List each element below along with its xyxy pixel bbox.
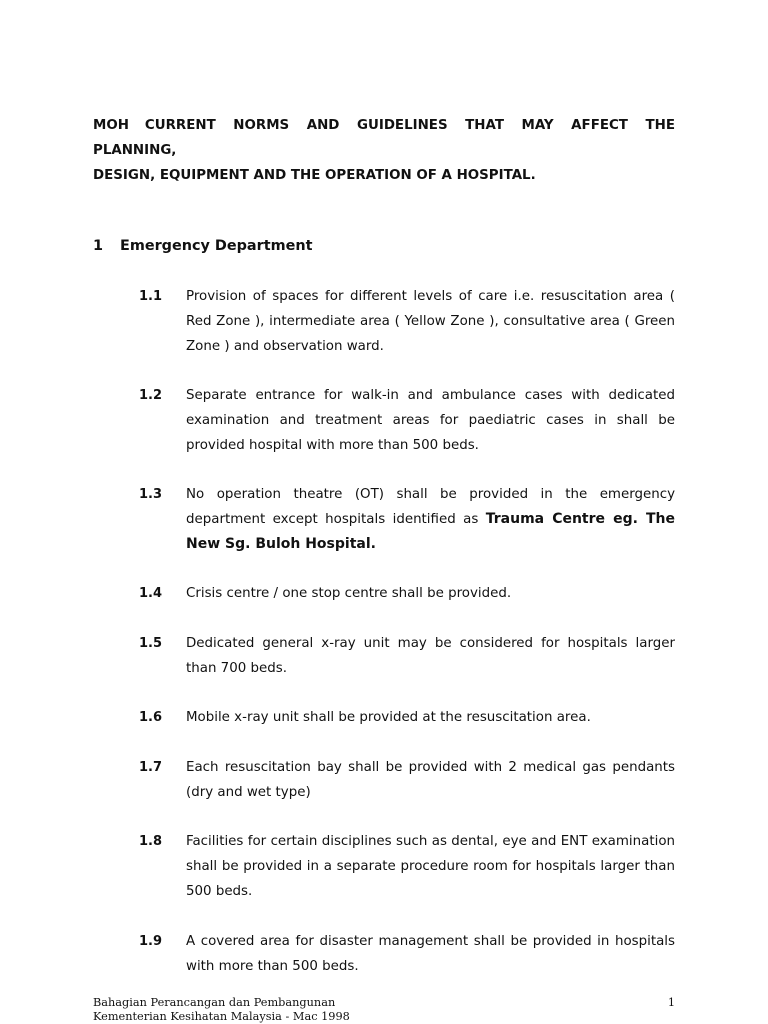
- section-number: 1: [93, 238, 104, 254]
- item-number: 1.1: [139, 289, 163, 304]
- item-text: Each resuscitation bay shall be provided with 2 medical gas pendants (dry and wet type): [186, 760, 675, 800]
- item-text: Facilities for certain disciplines such as dental, eye and ENT examination shall be provided in a separate procedure room for hospitals larger than 500 beds.: [186, 834, 675, 899]
- document-title: [93, 113, 675, 188]
- item-number: 1.7: [139, 760, 163, 775]
- item-number: 1.5: [139, 636, 163, 651]
- title-line-1: [93, 113, 675, 138]
- item-number: 1.4: [139, 586, 163, 601]
- item-text: A covered area for disaster management shall be provided in hospitals with more than 500 beds.: [186, 934, 675, 974]
- title-line-1-text: CURRENT NORMS AND GUIDELINES THAT MAY AFFECT THE: [144, 118, 675, 133]
- item-number: 1.2: [139, 388, 163, 403]
- section-heading: [93, 234, 312, 259]
- item-number: 1.3: [139, 487, 163, 502]
- item-text: Dedicated general x-ray unit may be considered for hospitals larger than 700 beds.: [186, 636, 675, 676]
- item-text: Separate entrance for walk-in and ambulance cases with dedicated examination and treatment areas for paediatric cases in shall be provided hospital with more than 500 beds.: [186, 388, 675, 453]
- item-text: Mobile x-ray unit shall be provided at the resuscitation area.: [186, 710, 591, 725]
- item-text: Provision of spaces for different levels of care i.e. resuscitation area ( Red Zone ), intermediate area ( Yellow Zone ), consultative area ( Green Zone ) and observation ward.: [186, 289, 675, 354]
- item-number: 1.9: [139, 934, 163, 949]
- item-number: 1.6: [139, 710, 163, 725]
- footer-ministry: Kementerian Kesihatan Malaysia - Mac 1998: [93, 1010, 350, 1023]
- item-text: No operation theatre (OT) shall be provided in the emergency department except hospitals identified as Trauma Centre eg. The New Sg. Buloh Hospital.: [186, 487, 675, 552]
- page-footer: [93, 996, 675, 1024]
- item-number: 1.8: [139, 834, 163, 849]
- footer-department: Bahagian Perancangan dan Pembangunan: [93, 996, 336, 1009]
- title-line-2: PLANNING,: [93, 143, 177, 158]
- title-org: MOH: [93, 118, 129, 133]
- page-number: 1: [667, 996, 675, 1009]
- item-text: Crisis centre / one stop centre shall be provided.: [186, 586, 512, 601]
- section-title: Emergency Department: [120, 238, 313, 254]
- item-emphasis: Trauma Centre eg. The New Sg. Buloh Hospital.: [186, 511, 675, 552]
- title-line-3: DESIGN, EQUIPMENT AND THE OPERATION OF A HOSPITAL.: [93, 168, 536, 183]
